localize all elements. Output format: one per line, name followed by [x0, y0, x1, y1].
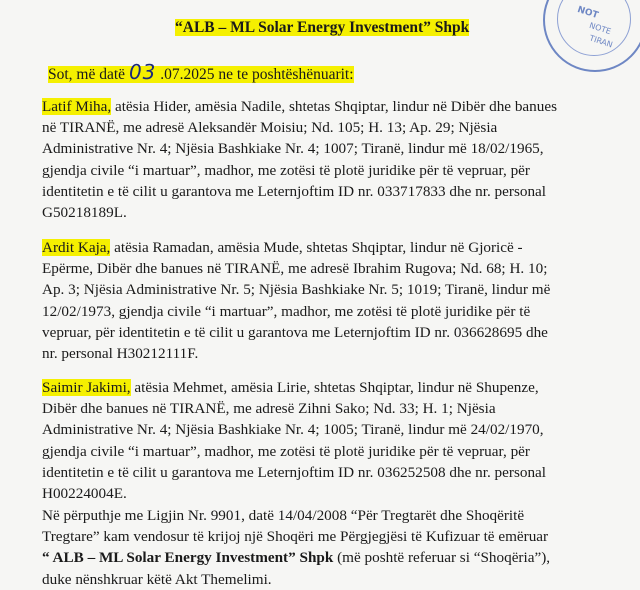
date-suffix: .07.2025 ne te poshtëshënuarit:	[160, 66, 354, 83]
date-line	[48, 60, 354, 84]
person-name: Saimir Jakimi,	[42, 379, 131, 396]
date-prefix: Sot, më datë	[48, 66, 126, 83]
person-paragraph-2: Ardit Kaja, atësia Ramadan, amësia Mude, shtetas Shqiptar, lindur në Gjoricë - Epërme, Dibër dhe banues në TIRANË, me adresë Ibrahim Rugova; Nd. 68; H. 10; Ap. 3; Njësia Administrative Nr. 5; Njësia Bashkiake Nr. 5; 1019; Tiranë, lindur më 12/02/1973, gjendja civile “i martuar”, madhor, me zotësi të plotë juridike për të vepruar, për identitetin e të cilit u garantova me Leternjoftim ID nr. 036628695 dhe nr. personal H30212111F.	[42, 239, 551, 363]
stamp-text: NOTE	[588, 20, 613, 37]
notary-stamp	[543, 0, 640, 72]
person-paragraph-1: Latif Miha, atësia Hider, amësia Nadile, shtetas Shqiptar, lindur në Dibër dhe banues në TIRANË, me adresë Aleksandër Moisiu; Nd. 105; H. 13; Ap. 29; Njësia Administrative Nr. 4; Njësia Bashkiake Nr. 4; 1007; Tiranë, lindur më 18/02/1965, gjendja civile “i martuar”, madhor, me zotësi të plotë juridike për të vepruar, për identitetin e të cilit u garantova me Leternjoftim ID nr. 033717833 dhe nr. personal G50218189L.	[42, 98, 558, 222]
document-title: “ALB – ML Solar Energy Investment” Shpk	[175, 19, 470, 36]
person-name: Ardit Kaja,	[42, 239, 111, 256]
handwritten-day: 03	[128, 60, 157, 84]
person-name: Latif Miha,	[42, 98, 112, 115]
person-paragraph-3: Saimir Jakimi, atësia Mehmet, amësia Lirie, shtetas Shqiptar, lindur në Shupenze, Dibër dhe banues në TIRANË, me adresë Zihni Sako; Nd. 33; H. 1; Njësia Administrative Nr. 4; Njësia Bashkiake Nr. 4; 1005; Tiranë, lindur më 24/02/1970, gjendja civile “i martuar”, madhor, me zotësi të plotë juridike për të vepruar, për identitetin e të cilit u garantova me Leternjoftim ID nr. 036252508 dhe nr. personal H00224004E.	[42, 379, 547, 503]
closing-paragraph: Në përputhje me Ligjin Nr. 9901, datë 14/04/2008 “Për Tregtarët dhe Shoqëritë Tregtare” kam vendosur të krijoj një Shoqëri me Përgjegjësi të Kufizuar të emëruar “ ALB – ML Solar Energy Investment” Shpk (më poshtë referuar si “Shoqëria”), duke nënshkruar këtë Akt Themelimi.	[42, 507, 551, 588]
company-name: “ ALB – ML Solar Energy Investment” Shpk	[42, 549, 334, 567]
stamp-text: NOT	[575, 4, 600, 22]
stamp-text: TIRAN	[588, 33, 614, 50]
